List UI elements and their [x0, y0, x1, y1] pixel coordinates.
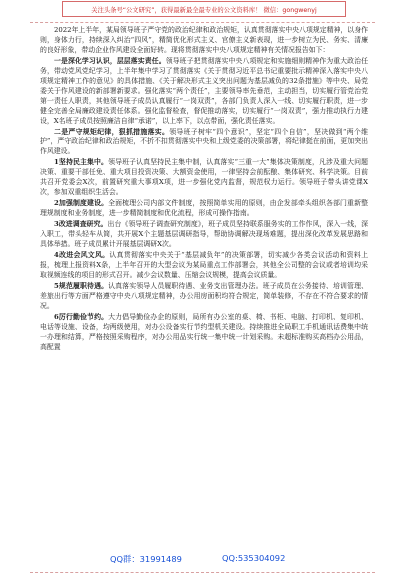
body-paragraph: 6厉行勤俭节约。大力倡导勤俭办企的原则，局所有办公室的桌、椅、书柜、电脑、打印机、复印机、电话等设施、设备，均两级使用，对办公设备实行节约型机关建设。持续推进全局职工手机通讯话费集中统一办理和结算，严格按照采购程序，对办公用品实行统一集中统一计划采购。未超标准购买高档办公用品，高配置	[40, 312, 368, 351]
paragraph-lead: 3改进调查研究。	[54, 220, 108, 229]
qq-contact: QQ:535304092	[222, 553, 286, 563]
promo-banner: 关注头条号“公文研究”，获得最新最全最专业的公文资料库！ 微信：gongwenyj	[62, 1, 346, 17]
body-paragraph: 4改进会风文风。认真贯彻落实中央关于“基层减负年”的决策部署，切实减少各类会议活动和资料上报，梳理上报资料X条，上半年召开的大型会议为某局重点工作部署会，其他全公司整的会议或者培训均采取视频连线的项目的形式召开。减少会议数量、压缩会议规模，提高会议质量。	[40, 250, 369, 279]
paragraph-lead: 1坚持民主集中。	[54, 158, 109, 167]
paragraph-lead: 2加强制度建设。	[54, 199, 109, 208]
header-divider	[30, 22, 375, 23]
body-paragraph: 一是深化学习认识，层层落实责任。领导班子把贯彻落实中央八项规定和实施细则精神作为重大政治任务，带动党风党纪学习，上半年集中学习了贯彻落实《关于贯彻习近平总书记重要批示精神深入落实中央八项规定精神工作的意见》的具体措施、《关于解决形式主义突出问题为基层减负的32条措施》等中央、局党委关于作风建设的新部署新要求。强化落实“两个责任”，主要领导率先垂范，主动担当，切实履行管党治党第一责任人职责，其他领导班子成员认真履行“一岗双责”，各部门负责人深入一线、切实履行职责，进一步健全完善全局廉政建设责任体系。强化监督检查，督促推动落实，切实履行“一岗双责”，强力推动执行力建设，X名班子成员按照廉洁自律“承诺”，以上率下，以点带面，强化责任落实。	[40, 56, 369, 125]
body-paragraph: 1坚持民主集中。领导班子认真坚持民主集中制，认真落实“三重一大”集体决策制度，凡涉及重大问题决策、重要干部任免、重大项目投资决策、大额资金使用，一律坚持会前酝酿、集体研究、科学决策。目前共召开党委会X次，前置研究重大事项X项，进一步强化党内监督，规范权力运行。领导班子带头讲党课X次，参加双重组织生活会。	[40, 158, 369, 197]
paragraph-lead: 6厉行勤俭节约。	[54, 312, 109, 321]
body-paragraph: 二是严守规矩纪律，狠抓措施落实。领导班子树牢“四个意识”，坚定“四个自信”，坚决做到“两个维护”，严守政治纪律和政治规矩，不折不扣贯彻落实中央和上级党委的决策部署，将纪律挺在前面，更加突出作风建设。	[40, 127, 368, 156]
paragraph-lead: 二是严守规矩纪律，狠抓措施落实。	[54, 127, 170, 136]
paragraph-lead: 4改进会风文风。	[54, 250, 110, 259]
document-body	[40, 26, 368, 353]
paragraph-lead: 5规范履职待遇。	[54, 281, 109, 290]
body-paragraph: 3改进调查研究。出台《领导班子调查研究制度》，班子成员坚持联系服务实的工作作风，深入一线，深入职工，带头轻车从简，共开展X个主题基层调研指导，帮助协调解决现场难题，提出深化改革发展思路和具体举措。班子成员累计开展基层调研X次。	[40, 220, 369, 249]
qq-group: QQ群：31991489	[110, 554, 182, 564]
footer-divider	[30, 572, 375, 573]
body-paragraph: 5规范履职待遇。认真落实领导人员履职待遇、业务支出管理办法。班子成员在公务接待、培训管理、差旅出行等方面严格遵守中央八项规定精神，办公用房面积均符合规定，简单装修，不存在不符合要求的情况。	[40, 281, 368, 310]
intro-paragraph: 2022年上半年，某局领导班子严守党的政治纪律和政治规矩，认真贯彻落实中央八项规定精神，以身作则，身体力行，持续深入纠治“四风”，精简优化形式主义、官僚主义新表现，进一步树立为民、务实、清廉的良好形象，带动企业作风建设全面好转。现将贯彻落实中央八项规定精神有关情况报告如下：	[40, 26, 368, 54]
contact-footer	[0, 550, 408, 568]
paragraph-lead: 一是深化学习认识，层层落实责任。	[54, 56, 166, 65]
body-paragraph: 2加强制度建设。全面梳理公司内部文件制度，按照简单实用的原则，由企发部牵头组织各部门重新整理规制度和业务制度，进一步精简制度和优化流程，形成可操作指南。	[40, 199, 368, 218]
